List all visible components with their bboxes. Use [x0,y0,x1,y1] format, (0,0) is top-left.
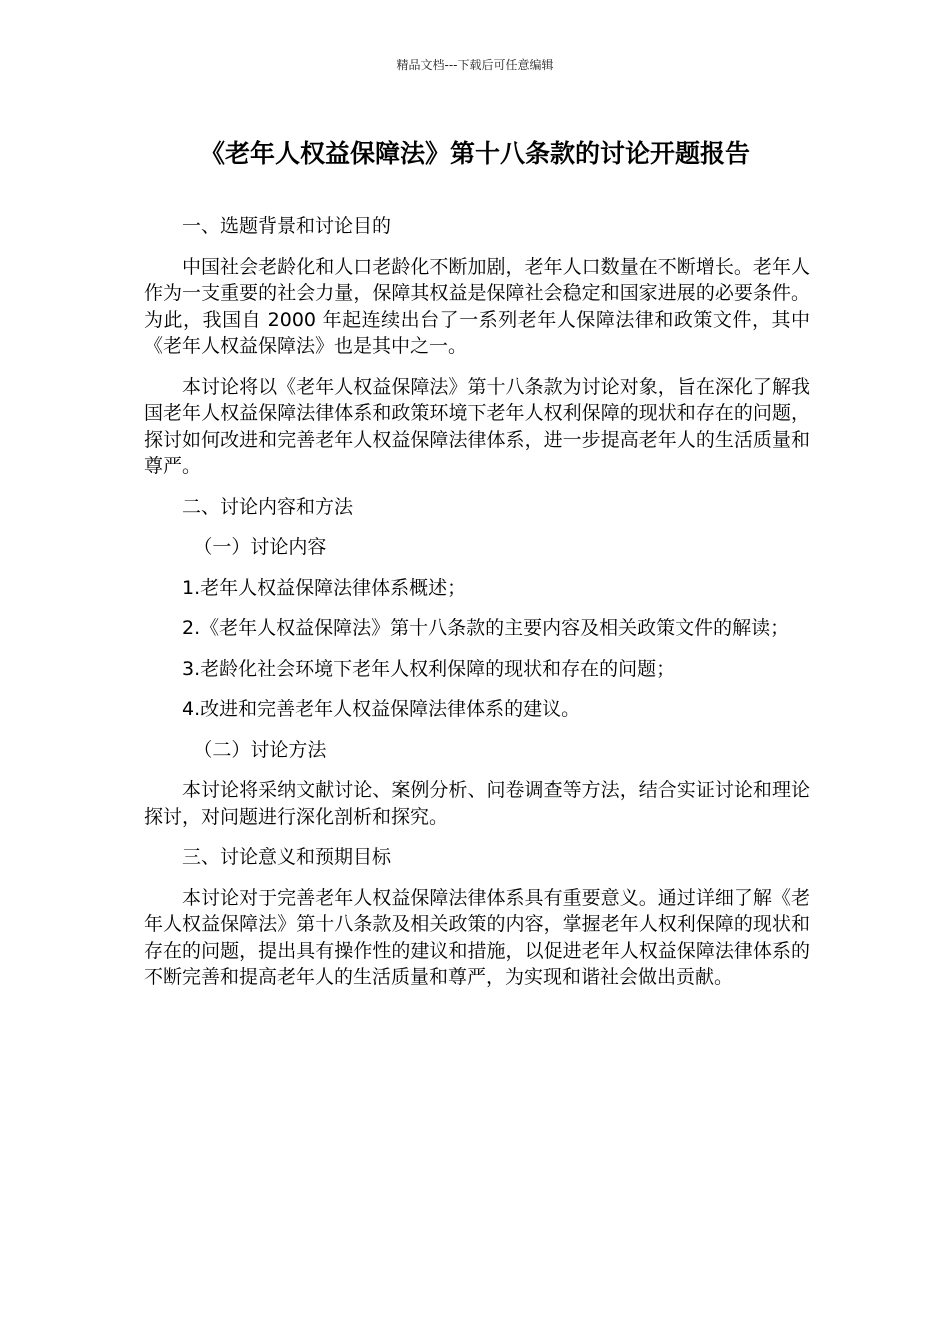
section-heading-background: 一、选题背景和讨论目的 [182,215,392,237]
subsection-heading-content: （一）讨论内容 [193,536,327,558]
document-title: 《老年人权益保障法》第十八条款的讨论开题报告 [199,139,750,168]
list-item-1: 1.老年人权益保障法律体系概述； [182,576,467,599]
subsection-heading-methods: （二）讨论方法 [193,738,327,761]
body-paragraph-purpose: 本讨论将以《老年人权益保障法》第十八条款为讨论对象，旨在深化了解我国老年人权益保障法律体系和政策环境下老年人权利保障的现状和存在的问题，探讨如何改进和完善老年人权益保障法律体系，进一步提高老年人的生活质量和尊严。 [144,375,810,477]
body-paragraph-significance: 本讨论对于完善老年人权益保障法律体系具有重要意义。通过详细了解《老年人权益保障法》第十八条款及相关政策的内容，掌握老年人权利保障的现状和存在的问题，提出具有操作性的建议和措施，以促进老年人权益保障法律体系的不断完善和提高老年人的生活质量和尊严，为实现和谐社会做出贡献。 [144,886,810,988]
list-item-4: 4.改进和完善老年人权益保障法律体系的建议。 [182,698,581,720]
body-paragraph-methods: 本讨论将采纳文献讨论、案例分析、问卷调查等方法，结合实证讨论和理论探讨，对问题进行深化剖析和探究。 [144,779,810,828]
page-header: 精品文档---下载后可任意编辑 [396,58,554,72]
list-item-2: 2.《老年人权益保障法》第十八条款的主要内容及相关政策文件的解读； [182,617,790,639]
section-heading-content-methods: 二、讨论内容和方法 [182,495,354,518]
document-body [144,213,810,1005]
section-heading-significance: 三、讨论意义和预期目标 [182,846,392,868]
list-item-3: 3.老龄化社会环境下老年人权利保障的现状和存在的问题； [182,657,676,680]
body-paragraph-background: 中国社会老龄化和人口老龄化不断加剧，老年人口数量在不断增长。老年人作为一支重要的社会力量，保障其权益是保障社会稳定和国家进展的必要条件。为此，我国自 2000 年起连续出台了一系列老年人保障法律和政策文件，其中《老年人权益保障法》也是其中之一。 [144,255,810,357]
